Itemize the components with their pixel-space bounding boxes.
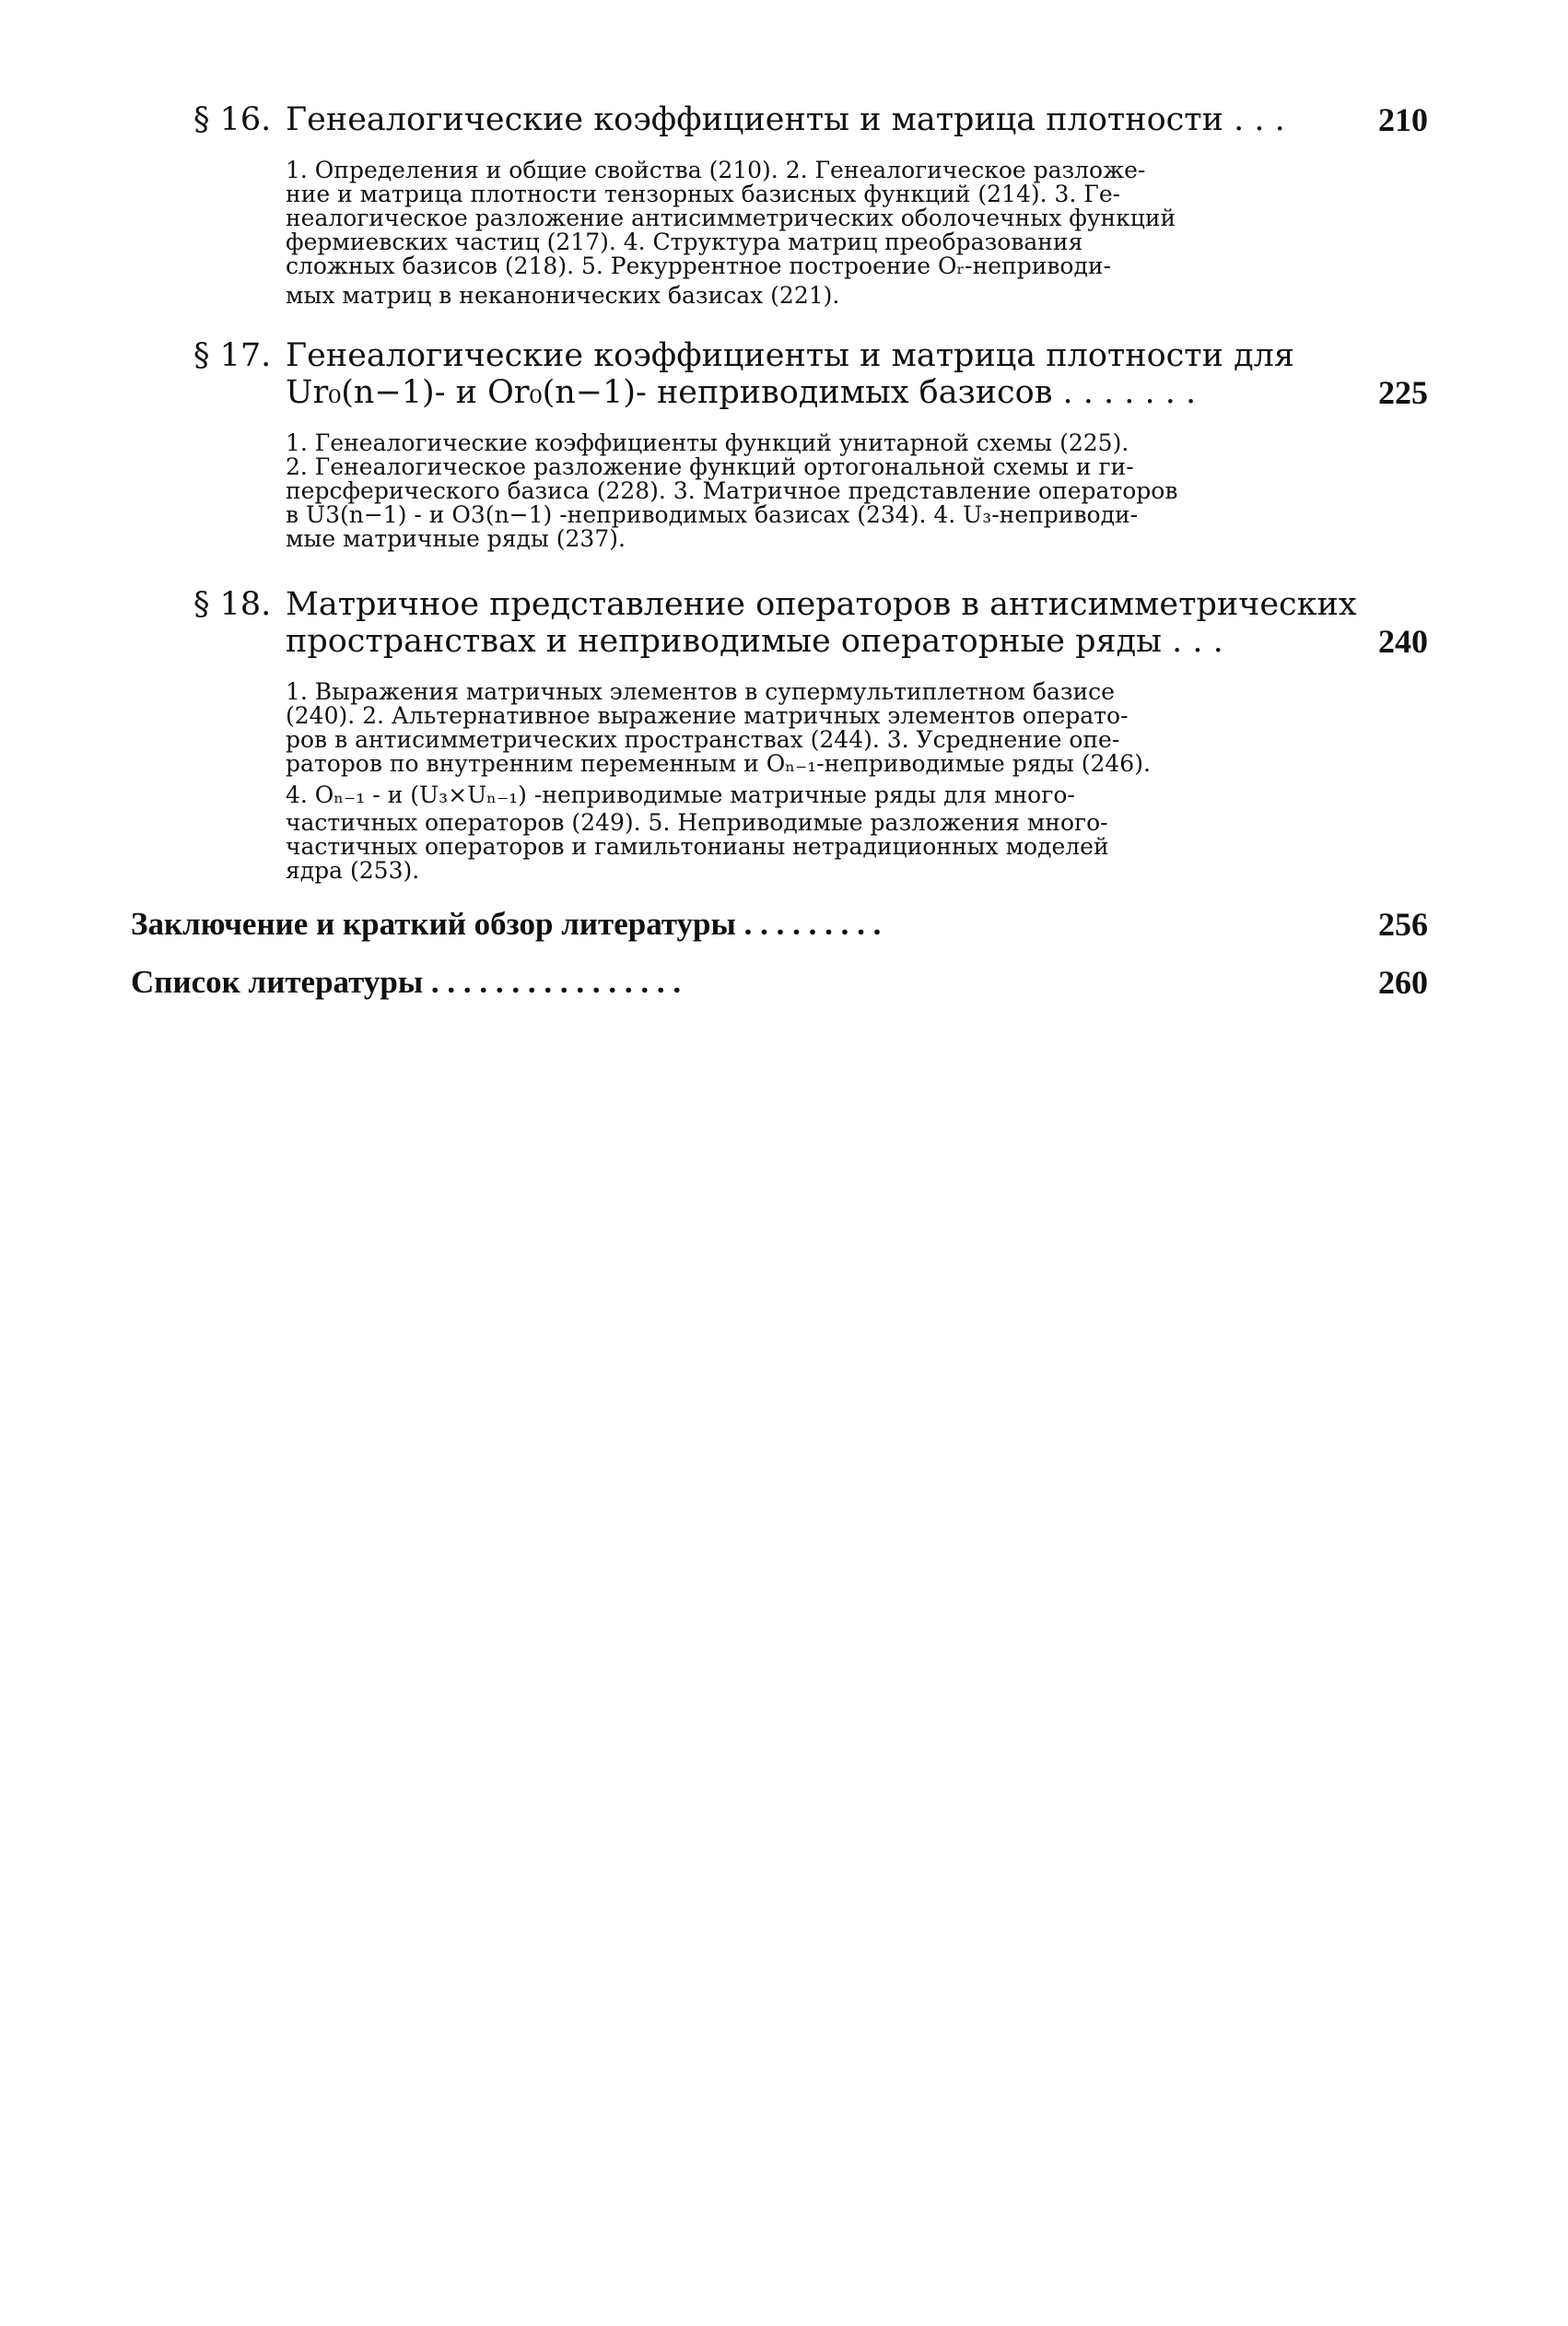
contents-line: частичных операторов (249). 5. Неприводимые разложения много- <box>286 809 1108 836</box>
contents-line: персферического базиса (228). 3. Матричное представление операторов <box>286 477 1178 504</box>
toc-entry-conclusion <box>131 906 1428 943</box>
contents-line: 4. Oₙ₋₁ - и (U₃×Uₙ₋₁) -неприводимые матричные ряды для много- <box>286 781 1075 808</box>
toc-entry-references <box>131 964 1428 1001</box>
contents-line: ядра (253). <box>286 857 420 884</box>
toc-section-17 <box>193 337 1428 551</box>
section-title-line: Генеалогические коэффициенты и матрица плотности . . . <box>286 101 1285 138</box>
section-title <box>286 101 1327 138</box>
section-title-line: пространствах и неприводимые операторные ряды . . . <box>286 623 1223 660</box>
contents-line: ние и матрица плотности тензорных базисных функций (214). 3. Ге- <box>286 181 1121 207</box>
contents-line: мые матричные ряды (237). <box>286 525 626 552</box>
page-number: 260 <box>1378 964 1428 1001</box>
section-heading <box>193 101 1428 138</box>
contents-line: в U3(n−1) - и O3(n−1) -неприводимых базисах (234). 4. U₃-неприводи- <box>286 501 1139 528</box>
section-title <box>286 586 1357 660</box>
contents-line: сложных базисов (218). 5. Рекуррентное построение Oᵣ-неприводи- <box>286 253 1111 279</box>
contents-line: ров в антисимметрических пространствах (244). 3. Усреднение опе- <box>286 726 1120 753</box>
contents-line: 1. Выражения матричных элементов в супермультиплетном базисе <box>286 678 1115 705</box>
contents-line: раторов по внутренним переменным и Oₙ₋₁-неприводимые ряды (246). <box>286 750 1151 777</box>
section-heading <box>193 337 1428 411</box>
section-number: § 17. <box>193 337 272 374</box>
section-title <box>286 337 1327 411</box>
section-title-line: Ur₀(n−1)- и Or₀(n−1)- неприводимых базисов . . . . . . . <box>286 374 1197 411</box>
contents-line: частичных операторов и гамильтонианы нетрадиционных моделей <box>286 833 1109 860</box>
contents-line: мых матриц в неканонических базисах (221). <box>286 282 840 309</box>
section-title-line: Генеалогические коэффициенты и матрица плотности для <box>286 337 1294 374</box>
page-number: 256 <box>1378 906 1428 943</box>
section-number: § 18. <box>193 586 272 623</box>
page-number: 225 <box>1378 374 1428 411</box>
page-number: 210 <box>1378 101 1428 138</box>
section-number: § 16. <box>193 101 272 138</box>
section-heading <box>193 586 1428 660</box>
section-contents <box>286 431 1327 551</box>
toc-section-16 <box>193 101 1428 308</box>
page-number: 240 <box>1378 623 1428 660</box>
section-contents <box>286 680 1327 883</box>
contents-line: фермиевских частиц (217). 4. Структура матриц преобразования <box>286 229 1083 255</box>
toc-section-18 <box>193 586 1428 883</box>
contents-line: (240). 2. Альтернативное выражение матричных элементов операто- <box>286 702 1129 729</box>
section-contents <box>286 159 1327 308</box>
contents-line: неалогическое разложение антисимметрических оболочечных функций <box>286 205 1176 231</box>
contents-line: 1. Генеалогические коэффициенты функций унитарной схемы (225). <box>286 429 1129 456</box>
entry-title: Заключение и краткий обзор литературы . . . . . . . . . <box>131 906 882 942</box>
contents-line: 2. Генеалогическое разложение функций ортогональной схемы и ги- <box>286 453 1134 480</box>
section-title-line: Матричное представление операторов в антисимметрических <box>286 586 1357 623</box>
contents-line: 1. Определения и общие свойства (210). 2. Генеалогическое разложе- <box>286 157 1146 183</box>
entry-title: Список литературы . . . . . . . . . . . . . . . . <box>131 964 682 1000</box>
